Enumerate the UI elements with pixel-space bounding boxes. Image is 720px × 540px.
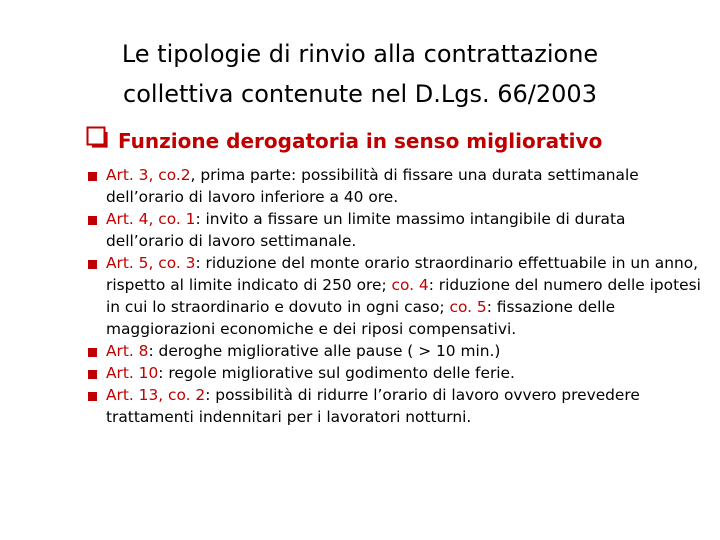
- article-ref: Art. 10: [106, 364, 159, 382]
- list-item: [88, 208, 708, 252]
- bullet-text: : fissazione delle maggiorazioni economiche e dei riposi compensativi.: [106, 298, 616, 338]
- list-item: [88, 252, 708, 340]
- title-line-1: Le tipologie di rinvio alla contrattazione: [121, 40, 599, 68]
- article-ref: Art. 5, co. 3: [106, 254, 196, 272]
- square-bullet-icon: [88, 392, 97, 401]
- article-ref: Art. 3, co.2: [106, 166, 191, 184]
- square-bullet-icon: [88, 172, 97, 181]
- article-ref: co. 5: [449, 298, 487, 316]
- section-title: Funzione derogatoria in senso migliorativo: [118, 129, 603, 153]
- list-item: [88, 362, 708, 384]
- bullet-text: : invito a fissare un limite massimo intangibile di durata dell’orario di lavoro settimanale.: [106, 210, 626, 250]
- checkbox-bullet-icon: [86, 126, 108, 148]
- list-item: [88, 340, 708, 362]
- square-bullet-icon: [88, 260, 97, 269]
- slide-title: [0, 34, 720, 114]
- section-heading: [86, 124, 706, 158]
- bullet-text: : deroghe migliorative alle pause ( > 10 min.): [148, 342, 501, 360]
- bullet-text: : riduzione del monte orario straordinario effettuabile in un anno, rispetto al limite indicato di 250 ore;: [106, 254, 699, 294]
- bullet-text: : possibilità di ridurre l’orario di lavoro ovvero prevedere trattamenti indennitari per i lavoratori notturni.: [106, 386, 640, 426]
- bullet-list: [88, 164, 708, 428]
- article-ref: Art. 4, co. 1: [106, 210, 196, 228]
- bullet-text: : regole migliorative sul godimento delle ferie.: [158, 364, 515, 382]
- square-bullet-icon: [88, 370, 97, 379]
- article-ref: Art. 8: [106, 342, 149, 360]
- article-ref: Art. 13, co. 2: [106, 386, 206, 404]
- bullet-text: : riduzione del numero delle ipotesi in cui lo straordinario e dovuto in ogni caso;: [106, 276, 701, 316]
- title-line-2: collettiva contenute nel D.Lgs. 66/2003: [123, 80, 597, 108]
- list-item: [88, 164, 708, 208]
- square-bullet-icon: [88, 216, 97, 225]
- square-bullet-icon: [88, 348, 97, 357]
- article-ref: co. 4: [391, 276, 429, 294]
- bullet-text: , prima parte: possibilità di fissare una durata settimanale dell’orario di lavoro inferiore a 40 ore.: [106, 166, 639, 206]
- list-item: [88, 384, 708, 428]
